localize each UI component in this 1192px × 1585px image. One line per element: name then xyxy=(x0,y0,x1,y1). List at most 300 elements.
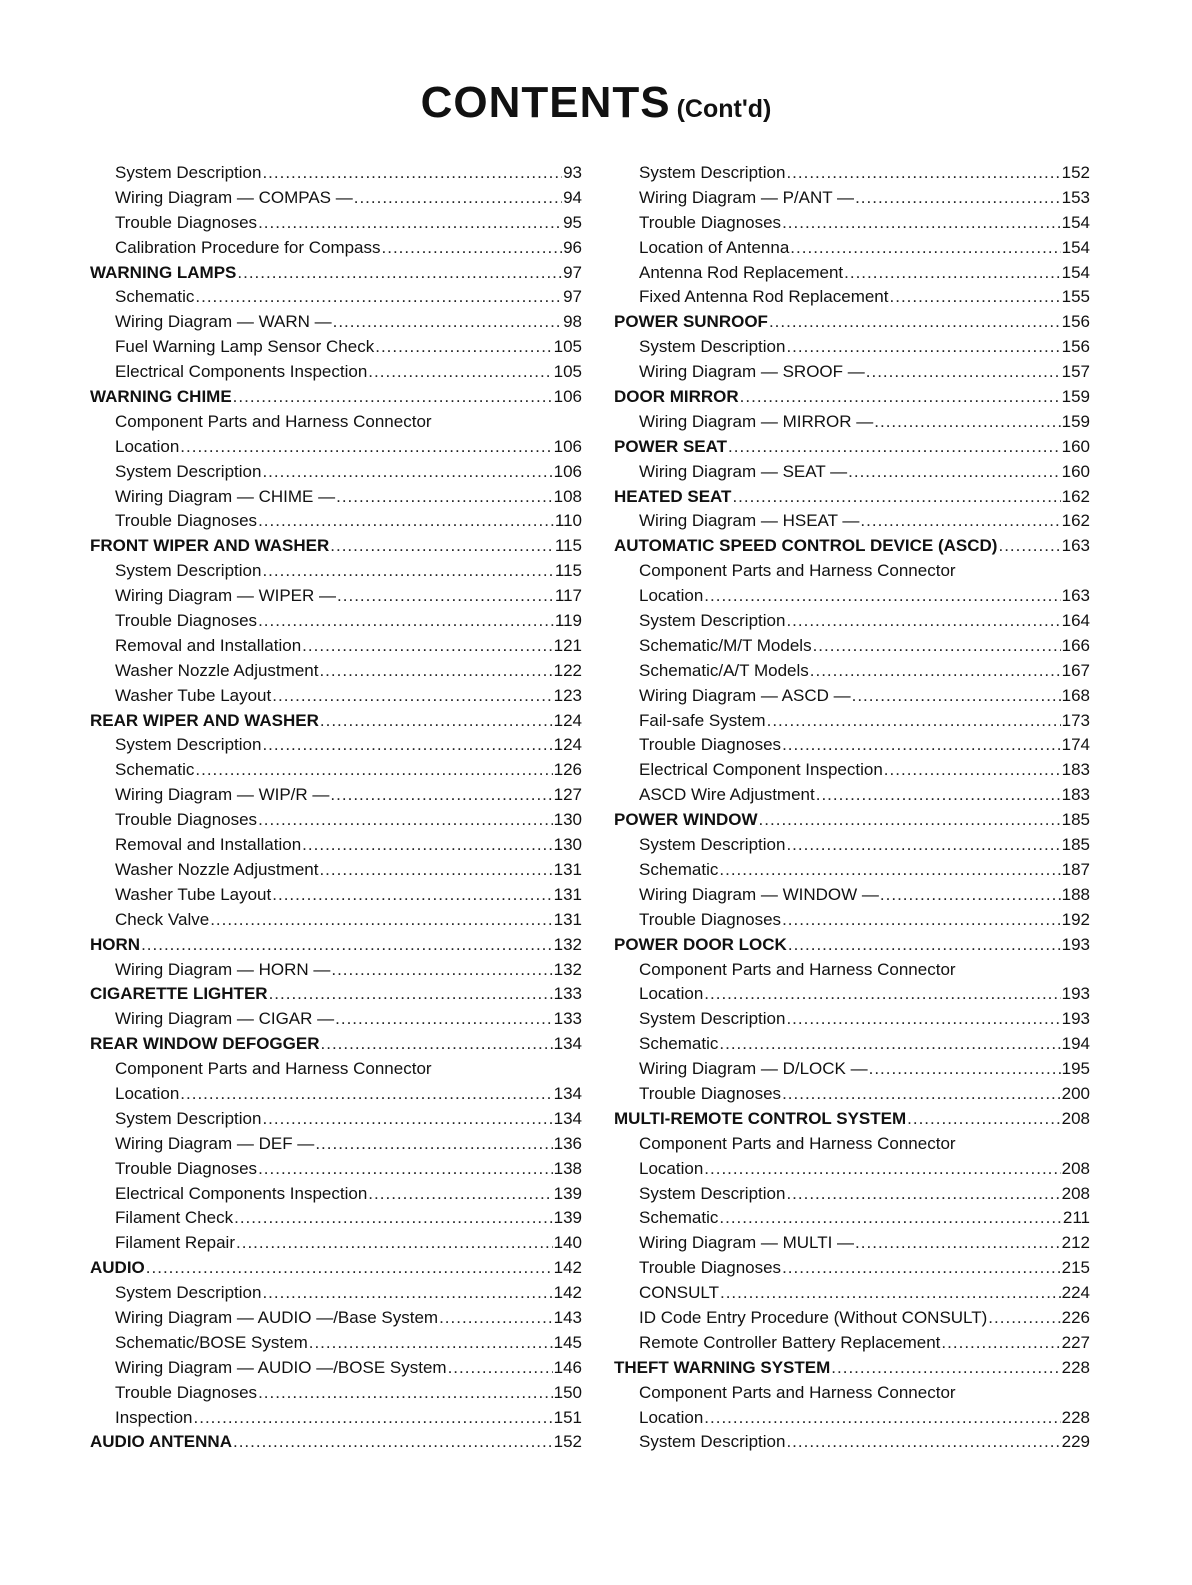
toc-page-number: 160 xyxy=(1061,461,1090,481)
toc-entry-label: POWER SUNROOF xyxy=(614,312,768,332)
toc-entry-label: THEFT WARNING SYSTEM xyxy=(614,1357,831,1377)
dot-leader xyxy=(704,1157,1060,1182)
toc-section-heading xyxy=(614,1107,1090,1132)
toc-section-heading xyxy=(90,534,582,559)
toc-page-number: 208 xyxy=(1061,1183,1090,1203)
toc-section-heading xyxy=(614,485,1090,510)
toc-entry xyxy=(90,1132,582,1157)
toc-entry-label: System Description xyxy=(115,561,262,581)
dot-leader xyxy=(855,1231,1061,1256)
toc-entry-label: Fixed Antenna Rod Replacement xyxy=(639,287,889,307)
toc-page-number: 159 xyxy=(1061,411,1090,431)
toc-entry xyxy=(90,659,582,684)
toc-page-number: 106 xyxy=(553,387,582,407)
toc-section-heading xyxy=(90,385,582,410)
toc-page-number: 121 xyxy=(553,635,582,655)
toc-entry xyxy=(614,958,1090,983)
toc-entry-label: Fuel Warning Lamp Sensor Check xyxy=(115,337,375,357)
toc-entry-label: Trouble Diagnoses xyxy=(115,611,258,631)
toc-entry-label: Wiring Diagram — CHIME — xyxy=(115,486,336,506)
toc-entry xyxy=(614,634,1090,659)
dot-leader xyxy=(335,1007,552,1032)
dot-leader xyxy=(258,609,554,634)
toc-entry xyxy=(90,1356,582,1381)
toc-entry-label: Component Parts and Harness Connector xyxy=(115,411,432,431)
toc-entry xyxy=(614,908,1090,933)
toc-entry-label: Wiring Diagram — SEAT — xyxy=(639,461,848,481)
toc-page-number: 208 xyxy=(1061,1158,1090,1178)
toc-entry-label: Trouble Diagnoses xyxy=(639,1258,782,1278)
toc-page-number: 152 xyxy=(553,1432,582,1452)
dot-leader xyxy=(258,509,554,534)
toc-entry xyxy=(614,236,1090,261)
toc-entry xyxy=(614,161,1090,186)
dot-leader xyxy=(315,1132,552,1157)
toc-entry xyxy=(90,360,582,385)
toc-entry-label: Schematic/A/T Models xyxy=(639,660,809,680)
toc-page-number: 193 xyxy=(1061,1009,1090,1029)
toc-page-number: 163 xyxy=(1061,536,1090,556)
toc-page-number: 119 xyxy=(554,611,582,631)
toc-page-number: 97 xyxy=(563,262,582,282)
toc-page-number: 95 xyxy=(563,212,582,232)
toc-page-number: 126 xyxy=(553,760,582,780)
dot-leader xyxy=(146,1256,553,1281)
dot-leader xyxy=(719,1032,1060,1057)
toc-entry xyxy=(614,360,1090,385)
toc-page-number: 155 xyxy=(1061,287,1090,307)
toc-entry-label: Schematic xyxy=(639,1034,719,1054)
toc-entry xyxy=(90,1281,582,1306)
dot-leader xyxy=(337,584,554,609)
toc-entry-label: Wiring Diagram — WIP/R — xyxy=(115,785,330,805)
toc-entry-label: Location xyxy=(639,1407,704,1427)
toc-entry-label: DOOR MIRROR xyxy=(614,387,739,407)
toc-entry-label: System Description xyxy=(115,461,262,481)
dot-leader xyxy=(869,1057,1061,1082)
toc-page-number: 174 xyxy=(1061,735,1090,755)
toc-page-number: 154 xyxy=(1061,237,1090,257)
toc-entry xyxy=(90,335,582,360)
toc-entry xyxy=(90,1231,582,1256)
toc-entry xyxy=(614,883,1090,908)
dot-leader xyxy=(330,783,552,808)
toc-page-number: 136 xyxy=(553,1133,582,1153)
toc-entry-label: Wiring Diagram — DEF — xyxy=(115,1133,315,1153)
toc-section-heading xyxy=(614,808,1090,833)
toc-entry-label: Wiring Diagram — WIPER — xyxy=(115,586,337,606)
toc-entry-label: Schematic xyxy=(115,760,195,780)
page-title xyxy=(0,78,1192,138)
toc-entry-label: Component Parts and Harness Connector xyxy=(639,561,956,581)
toc-entry-label: Check Valve xyxy=(115,909,210,929)
dot-leader xyxy=(740,385,1061,410)
dot-leader xyxy=(732,485,1060,510)
toc-entry xyxy=(90,584,582,609)
toc-page-number: 192 xyxy=(1061,909,1090,929)
toc-entry xyxy=(614,1306,1090,1331)
dot-leader xyxy=(262,161,562,186)
toc-entry-label: System Description xyxy=(115,163,262,182)
dot-leader xyxy=(988,1306,1060,1331)
dot-leader xyxy=(786,1430,1060,1455)
dot-leader xyxy=(321,1032,553,1057)
toc-entry xyxy=(90,509,582,534)
toc-page-number: 229 xyxy=(1061,1432,1090,1452)
toc-entry xyxy=(614,460,1090,485)
toc-entry-label: Wiring Diagram — HORN — xyxy=(115,959,331,979)
toc-entry-label: Location xyxy=(639,984,704,1004)
toc-page-number: 153 xyxy=(1061,187,1090,207)
toc-entry xyxy=(614,1381,1090,1406)
toc-entry xyxy=(614,410,1090,435)
toc-entry xyxy=(614,559,1090,584)
toc-entry-label: Trouble Diagnoses xyxy=(639,735,782,755)
dot-leader xyxy=(194,1406,553,1431)
toc-page-number: 200 xyxy=(1061,1083,1090,1103)
toc-entry xyxy=(90,783,582,808)
toc-entry xyxy=(614,1157,1090,1182)
toc-page-number: 115 xyxy=(554,561,582,581)
dot-leader xyxy=(998,534,1060,559)
toc-entry xyxy=(614,211,1090,236)
toc-section-heading xyxy=(90,1256,582,1281)
toc-page-number: 108 xyxy=(553,486,582,506)
toc-entry-label: Location xyxy=(115,1083,180,1103)
toc-entry xyxy=(614,1231,1090,1256)
toc-page-number: 173 xyxy=(1061,710,1090,730)
toc-page-number: 224 xyxy=(1061,1283,1090,1303)
dot-leader xyxy=(719,858,1060,883)
toc-page-number: 132 xyxy=(553,934,582,954)
toc-entry xyxy=(90,1206,582,1231)
dot-leader xyxy=(704,584,1060,609)
dot-leader xyxy=(258,1157,553,1182)
toc-section-heading xyxy=(90,933,582,958)
toc-page-number: 227 xyxy=(1061,1332,1090,1352)
toc-entry-label: Component Parts and Harness Connector xyxy=(639,1382,956,1402)
toc-entry xyxy=(90,1107,582,1132)
toc-page-number: 131 xyxy=(553,884,582,904)
toc-entry xyxy=(90,733,582,758)
toc-entry-label: AUTOMATIC SPEED CONTROL DEVICE (ASCD) xyxy=(614,536,998,556)
toc-entry xyxy=(614,1331,1090,1356)
dot-leader xyxy=(844,261,1060,286)
dot-leader xyxy=(302,634,552,659)
toc-entry xyxy=(614,335,1090,360)
toc-entry xyxy=(90,1007,582,1032)
dot-leader xyxy=(874,410,1060,435)
toc-page-number: 138 xyxy=(553,1158,582,1178)
toc-entry-label: Component Parts and Harness Connector xyxy=(639,959,956,979)
toc-page-number: 142 xyxy=(553,1283,582,1303)
dot-leader xyxy=(719,1206,1062,1231)
page-title-suffix: (Cont'd) xyxy=(676,95,772,123)
toc-entry-label: Filament Check xyxy=(115,1208,234,1228)
toc-page-number: 97 xyxy=(563,287,582,307)
toc-entry xyxy=(614,758,1090,783)
toc-page-number: 157 xyxy=(1061,362,1090,382)
dot-leader xyxy=(258,1381,553,1406)
toc-entry-label: ASCD Wire Adjustment xyxy=(639,785,815,805)
toc-entry-label: Schematic xyxy=(115,287,195,307)
toc-entry-label: Calibration Procedure for Compass xyxy=(115,237,381,257)
dot-leader xyxy=(816,783,1061,808)
dot-leader xyxy=(880,883,1061,908)
toc-page-number: 156 xyxy=(1061,337,1090,357)
toc-page-number: 134 xyxy=(553,1034,582,1054)
dot-leader xyxy=(786,1182,1060,1207)
dot-leader xyxy=(448,1356,553,1381)
toc-entry xyxy=(614,285,1090,310)
dot-leader xyxy=(884,758,1061,783)
toc-entry xyxy=(90,559,582,584)
dot-leader xyxy=(262,559,553,584)
toc-page-number: 159 xyxy=(1061,387,1090,407)
toc-entry xyxy=(614,509,1090,534)
toc-entry xyxy=(90,211,582,236)
toc-entry-label: REAR WIPER AND WASHER xyxy=(90,710,319,730)
toc-entry-label: Remote Controller Battery Replacement xyxy=(639,1332,941,1352)
toc-page-number: 94 xyxy=(563,187,582,207)
toc-entry xyxy=(90,236,582,261)
toc-entry xyxy=(614,733,1090,758)
toc-entry-label: Location xyxy=(115,436,180,456)
toc-entry-label: Removal and Installation xyxy=(115,635,302,655)
toc-page-number: 124 xyxy=(553,710,582,730)
toc-entry xyxy=(90,435,582,460)
toc-page-number: 130 xyxy=(553,810,582,830)
toc-entry xyxy=(614,261,1090,286)
toc-entry xyxy=(614,858,1090,883)
toc-entry-label: Washer Nozzle Adjustment xyxy=(115,660,319,680)
toc-section-heading xyxy=(614,933,1090,958)
page-title-main: CONTENTS xyxy=(420,78,671,127)
toc-page-number: 130 xyxy=(553,835,582,855)
toc-entry-label: HEATED SEAT xyxy=(614,486,732,506)
dot-leader xyxy=(320,709,553,734)
toc-page-number: 133 xyxy=(553,984,582,1004)
toc-section-heading xyxy=(90,261,582,286)
toc-page-number: 146 xyxy=(553,1357,582,1377)
toc-entry-label: Wiring Diagram — D/LOCK — xyxy=(639,1059,868,1079)
toc-entry xyxy=(90,634,582,659)
toc-section-heading xyxy=(90,709,582,734)
toc-page-number: 166 xyxy=(1061,635,1090,655)
dot-leader xyxy=(813,634,1061,659)
dot-leader xyxy=(704,1406,1060,1431)
toc-section-heading xyxy=(90,982,582,1007)
toc-entry-label: Wiring Diagram — P/ANT — xyxy=(639,187,855,207)
toc-section-heading xyxy=(614,435,1090,460)
toc-page-number: 117 xyxy=(554,586,582,606)
toc-page-number: 215 xyxy=(1061,1258,1090,1278)
toc-entry xyxy=(90,310,582,335)
toc-entry-label: System Description xyxy=(115,735,262,755)
dot-leader xyxy=(309,1331,553,1356)
toc-entry-label: Location xyxy=(639,586,704,606)
toc-page-number: 211 xyxy=(1062,1208,1090,1228)
toc-entry-label: Schematic xyxy=(639,859,719,879)
toc-entry xyxy=(614,1256,1090,1281)
dot-leader xyxy=(382,236,563,261)
toc-entry-label: Inspection xyxy=(115,1407,193,1427)
toc-entry-label: System Description xyxy=(115,1283,262,1303)
dot-leader xyxy=(720,1281,1061,1306)
toc-page-number: 122 xyxy=(553,660,582,680)
toc-entry xyxy=(614,1430,1090,1455)
dot-leader xyxy=(233,1430,553,1455)
toc-entry-label: Schematic/BOSE System xyxy=(115,1332,308,1352)
dot-leader xyxy=(272,883,552,908)
toc-entry-label: Wiring Diagram — COMPAS — xyxy=(115,187,353,207)
toc-entry xyxy=(614,1082,1090,1107)
toc-page-number: 106 xyxy=(553,436,582,456)
toc-entry-label: Wiring Diagram — ASCD — xyxy=(639,685,851,705)
toc-entry-label: System Description xyxy=(639,835,786,855)
toc-page-number: 160 xyxy=(1061,436,1090,456)
dot-leader xyxy=(262,1281,552,1306)
toc-page-number: 168 xyxy=(1061,685,1090,705)
toc-entry-label: CIGARETTE LIGHTER xyxy=(90,984,268,1004)
toc-page-number: 139 xyxy=(553,1208,582,1228)
toc-entry-label: Wiring Diagram — SROOF — xyxy=(639,362,865,382)
toc-entry-label: Component Parts and Harness Connector xyxy=(639,1133,956,1153)
toc-entry xyxy=(90,161,582,186)
toc-page-number: 163 xyxy=(1061,586,1090,606)
dot-leader xyxy=(333,310,562,335)
toc-entry xyxy=(90,1182,582,1207)
toc-page-number: 193 xyxy=(1061,984,1090,1004)
dot-leader xyxy=(790,236,1060,261)
toc-entry-label: Trouble Diagnoses xyxy=(639,1083,782,1103)
dot-leader xyxy=(786,335,1060,360)
toc-page-number: 154 xyxy=(1061,262,1090,282)
toc-entry-label: Wiring Diagram — MULTI — xyxy=(639,1233,855,1253)
toc-page-number: 185 xyxy=(1061,810,1090,830)
dot-leader xyxy=(769,310,1061,335)
toc-entry xyxy=(614,684,1090,709)
toc-page-number: 195 xyxy=(1061,1059,1090,1079)
toc-entry xyxy=(90,1082,582,1107)
dot-leader xyxy=(852,684,1061,709)
toc-entry xyxy=(614,709,1090,734)
dot-leader xyxy=(782,1082,1061,1107)
toc-entry xyxy=(90,958,582,983)
dot-leader xyxy=(319,659,552,684)
toc-entry-label: Trouble Diagnoses xyxy=(115,511,258,531)
dot-leader xyxy=(866,360,1061,385)
dot-leader xyxy=(786,609,1060,634)
toc-entry-label: System Description xyxy=(639,1432,786,1452)
toc-entry xyxy=(90,186,582,211)
dot-leader xyxy=(331,958,552,983)
dot-leader xyxy=(759,808,1061,833)
toc-entry-label: POWER DOOR LOCK xyxy=(614,934,787,954)
toc-page-number: 228 xyxy=(1061,1357,1090,1377)
toc-entry-label: System Description xyxy=(639,611,786,631)
toc-entry xyxy=(614,1032,1090,1057)
toc-entry xyxy=(614,186,1090,211)
toc-entry-label: FRONT WIPER AND WASHER xyxy=(90,536,330,556)
toc-entry xyxy=(614,1406,1090,1431)
toc-entry-label: CONSULT xyxy=(639,1283,719,1303)
dot-leader xyxy=(180,435,552,460)
toc-entry-label: Fail-safe System xyxy=(639,710,766,730)
toc-page-number: 162 xyxy=(1061,511,1090,531)
dot-leader xyxy=(236,1231,553,1256)
toc-entry-label: POWER WINDOW xyxy=(614,810,758,830)
toc-page-number: 228 xyxy=(1061,1407,1090,1427)
toc-entry-label: HORN xyxy=(90,934,141,954)
toc-entry xyxy=(614,659,1090,684)
dot-leader xyxy=(368,1182,552,1207)
toc-entry-label: Wiring Diagram — CIGAR — xyxy=(115,1009,335,1029)
toc-page-number: 154 xyxy=(1061,212,1090,232)
toc-entry xyxy=(90,1306,582,1331)
toc-entry-label: Trouble Diagnoses xyxy=(639,909,782,929)
dot-leader xyxy=(855,186,1061,211)
toc-page-number: 145 xyxy=(553,1332,582,1352)
toc-entry-label: Trouble Diagnoses xyxy=(115,1382,258,1402)
toc-page-number: 134 xyxy=(553,1083,582,1103)
toc-entry-label: Electrical Components Inspection xyxy=(115,1183,368,1203)
toc-entry-label: Washer Tube Layout xyxy=(115,884,272,904)
dot-leader xyxy=(330,534,554,559)
dot-leader xyxy=(258,808,553,833)
toc-page-number: 131 xyxy=(553,859,582,879)
toc-entry xyxy=(90,908,582,933)
toc-entry xyxy=(614,1132,1090,1157)
toc-page-number: 115 xyxy=(554,536,582,556)
toc-section-heading xyxy=(614,1356,1090,1381)
toc-page-number: 110 xyxy=(554,511,582,531)
toc-entry-label: System Description xyxy=(639,163,786,182)
dot-leader xyxy=(860,509,1060,534)
toc-page-number: 183 xyxy=(1061,785,1090,805)
dot-leader xyxy=(704,982,1060,1007)
dot-leader xyxy=(728,435,1061,460)
toc-entry-label: System Description xyxy=(639,1009,786,1029)
toc-section-heading xyxy=(614,310,1090,335)
dot-leader xyxy=(234,1206,553,1231)
toc-entry-label: Trouble Diagnoses xyxy=(115,810,258,830)
dot-leader xyxy=(233,385,553,410)
toc-entry xyxy=(614,584,1090,609)
dot-leader xyxy=(368,360,552,385)
dot-leader xyxy=(375,335,552,360)
toc-entry-label: Electrical Components Inspection xyxy=(115,362,368,382)
toc-entry xyxy=(614,833,1090,858)
dot-leader xyxy=(890,285,1061,310)
toc-entry-label: Washer Nozzle Adjustment xyxy=(115,859,319,879)
toc-page-number: 106 xyxy=(553,461,582,481)
toc-page-number: 162 xyxy=(1061,486,1090,506)
toc-entry-label: System Description xyxy=(639,1183,786,1203)
toc-page-number: 131 xyxy=(553,909,582,929)
toc-page-number: 142 xyxy=(553,1258,582,1278)
toc-entry-label: POWER SEAT xyxy=(614,436,728,456)
toc-page-number: 208 xyxy=(1061,1108,1090,1128)
toc-page-number: 143 xyxy=(553,1307,582,1327)
dot-leader xyxy=(786,1007,1060,1032)
toc-entry xyxy=(90,1381,582,1406)
dot-leader xyxy=(782,211,1061,236)
dot-leader xyxy=(180,1082,552,1107)
toc-entry xyxy=(614,1057,1090,1082)
toc-entry-label: Wiring Diagram — MIRROR — xyxy=(639,411,874,431)
dot-leader xyxy=(810,659,1061,684)
